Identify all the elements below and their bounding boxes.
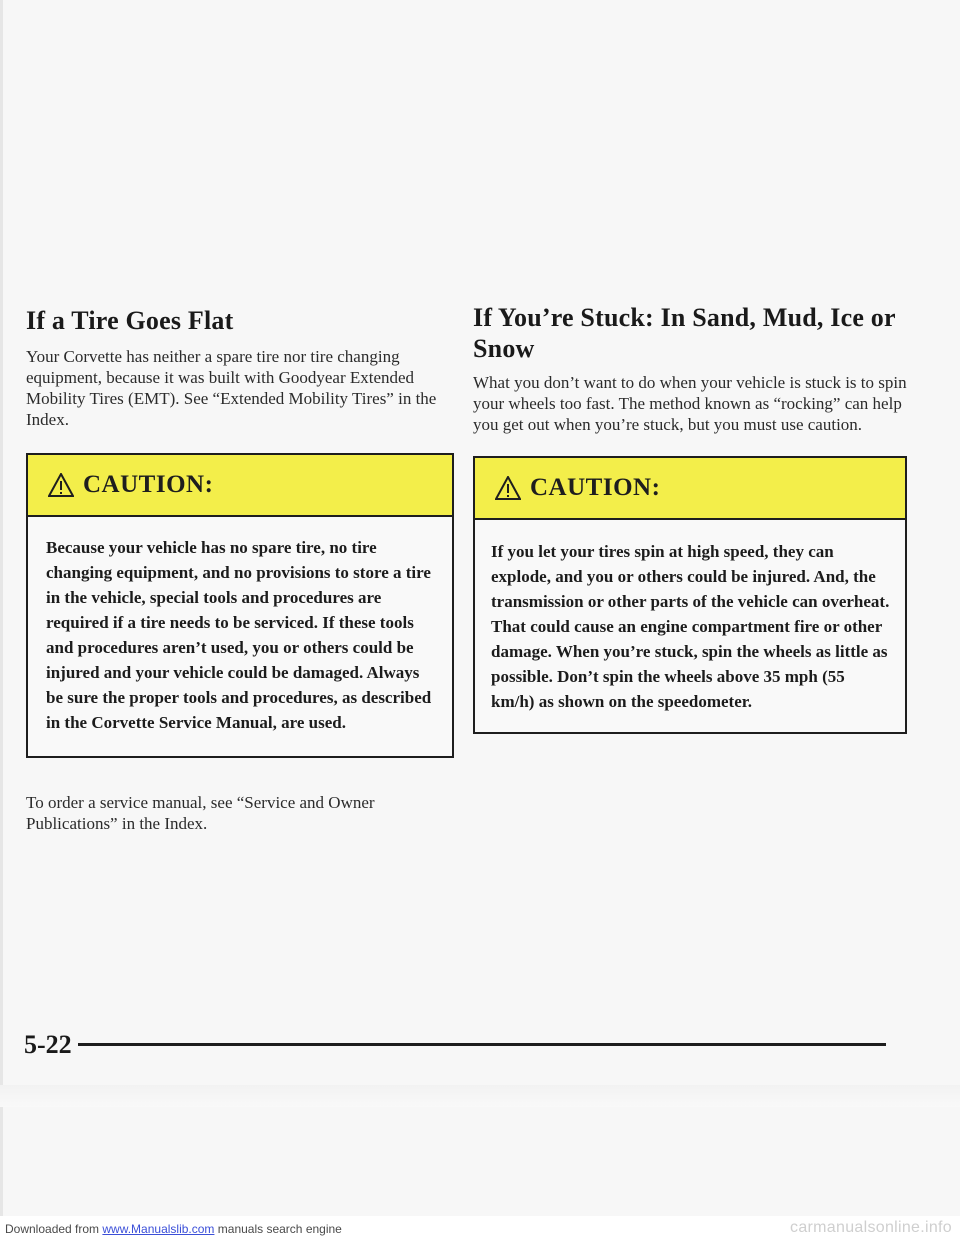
page-edge [0,0,3,1242]
stuck-heading: If You’re Stuck: In Sand, Mud, Ice or Snow [473,303,896,363]
caution-label: CAUTION: [83,471,214,498]
caution-header [475,458,905,520]
manualslib-link[interactable]: www.Manualslib.com [102,1222,215,1236]
download-credit [5,1222,342,1236]
caution-label: CAUTION: [530,474,661,501]
service-manual-note: To order a service manual, see “Service and Owner Publications” in the Index. [26,793,375,833]
right-column [473,305,907,734]
caution-header [28,455,452,517]
download-suffix: manuals search engine [214,1222,342,1236]
footer-rule [78,1043,886,1046]
flat-tire-intro: Your Corvette has neither a spare tire nor tire changing equipment, because it was built with Goodyear Extended Mobility Tires (EMT). See “Extended Mobility Tires” in the Index. [26,347,437,429]
flat-tire-heading: If a Tire Goes Flat [26,306,234,335]
left-column [26,305,454,834]
page-number: 5-22 [24,1030,72,1059]
caution-box-flat-tire [26,453,454,758]
caution-text: Because your vehicle has no spare tire, no tire changing equipment, and no provisions to store a tire in the vehicle, special tools and procedures are required if a tire needs to be serviced. If these tools and procedures aren’t used, you or others could be injured and your vehicle could be damaged. Always be sure the proper tools and procedures, as described in the Corvette Service Manual, are used. [46,538,432,732]
caution-text: If you let your tires spin at high speed, they can explode, and you or others could be injured. And, the transmission or other parts of the vehicle can overheat. That could cause an engine compartment fire or other damage. When you’re stuck, spin the wheels as little as possible. Don’t spin the wheels above 35 mph (55 km/h) as shown on the speedometer. [491,542,890,711]
stuck-intro: What you don’t want to do when your vehicle is stuck is to spin your wheels too fast. The method known as “rocking” can help you get out when you’re stuck, but you must use caution. [473,373,907,434]
warning-triangle-icon [48,473,74,497]
download-prefix: Downloaded from [5,1222,103,1236]
caution-box-stuck [473,456,907,734]
warning-triangle-icon [495,476,521,500]
page-bottom-shadow [0,1085,960,1107]
watermark: carmanualsonline.info [790,1219,952,1236]
